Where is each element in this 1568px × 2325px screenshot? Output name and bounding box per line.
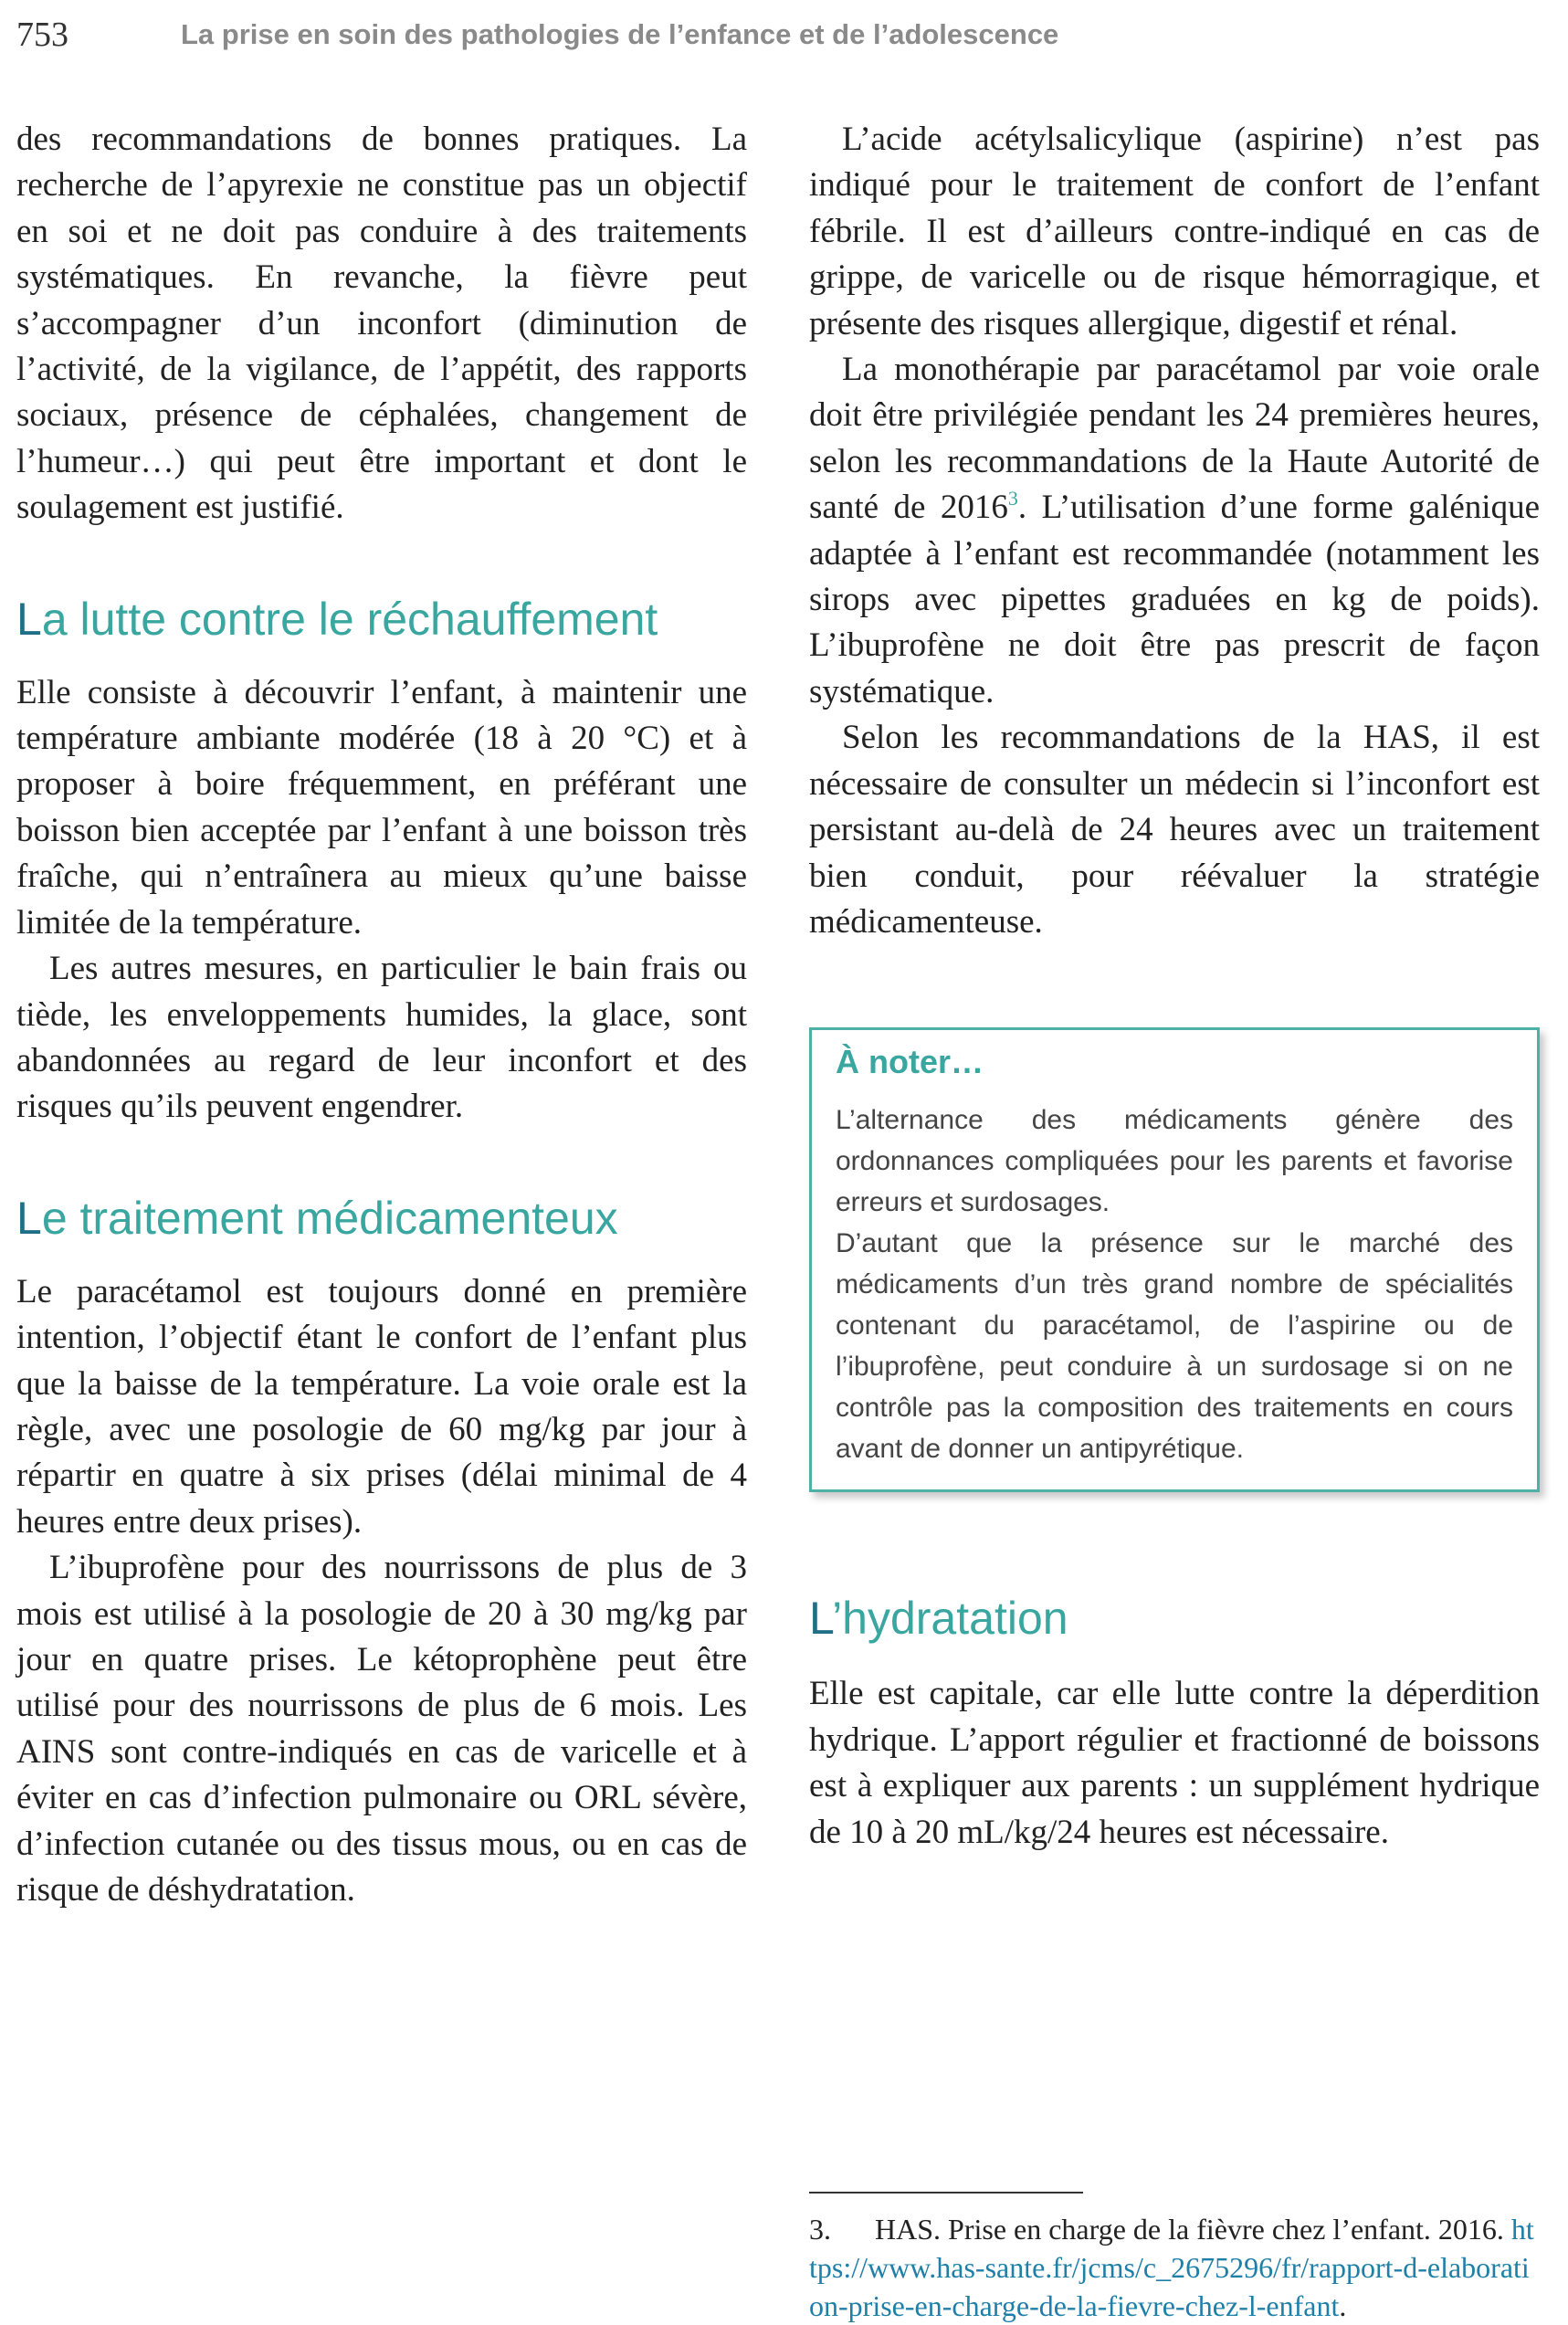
paragraph-with-reference [809, 347, 1540, 715]
running-title: La prise en soin des pathologies de l’enfance et de l’adolescence [181, 18, 1059, 50]
note-box [809, 1027, 1540, 1492]
footnote-citation: HAS. Prise en charge de la fièvre chez l’enfant. 2016. [875, 2213, 1504, 2246]
page-number: 753 [16, 16, 68, 54]
section-heading-hydratation [809, 1591, 1540, 1646]
note-paragraph: L’alternance des médicaments génère des ordonnances compliquées pour les parents et favorise erreurs et surdosages. [836, 1105, 1513, 1218]
paragraph: L’ibuprofène pour des nourrissons de plus de 3 mois est utilisé à la posologie de 20 à 30 mg/kg par jour en quatre prises. Le kétoprophène peut être utilisé pour des nourrissons de plus de 6 mois. Les AINS sont contre-indiqués en cas de varicelle et à éviter en cas d’infection pulmonaire ou ORL sévère, d’infection cutanée ou des tissus mous, ou en cas de risque de déshydratation. [16, 1549, 747, 1909]
section-heading-traitement [16, 1191, 747, 1246]
right-column [809, 117, 1540, 1856]
paragraph: L’acide acétylsalicylique (aspirine) n’est pas indiqué pour le traitement de confort de l’enfant fébrile. Il est d’ailleurs contre-indiqué en cas de grippe, de varicelle ou de risque hémorragique, et présente des risques allergique, digestif et rénal. [809, 121, 1540, 342]
paragraph: Elle consiste à découvrir l’enfant, à maintenir une température ambiante modérée (18 à 20 °C) et à proposer à boire fréquemment, en préférant une boisson bien acceptée par l’enfant à une boisson très fraîche, qui n’entraînera au mieux qu’une baisse limitée de la température. [16, 673, 747, 942]
paragraph-text: . L’utilisation d’une forme galénique adaptée à l’enfant est recommandée (notamment les sirops avec pipettes graduées en kg de poids). L’ibuprofène ne doit être pas prescrit de façon systématique. [809, 489, 1540, 710]
paragraph: Le paracétamol est toujours donné en première intention, l’objectif étant le confort de l’enfant plus que la baisse de la température. La voie orale est la règle, avec une posologie de 60 mg/kg par jour à répartir en quatre à six prises (délai minimal de 4 heures entre deux prises). [16, 1272, 747, 1541]
running-header [16, 13, 1551, 57]
heading-initial: L [809, 1593, 833, 1645]
footnote-number: 3. [809, 2213, 831, 2246]
footnote-reference[interactable]: 3 [1007, 487, 1018, 510]
intro-paragraph: des recommandations de bonnes pratiques. La recherche de l’apyrexie ne constitue pas un objectif en soi et ne doit pas conduire à des traitements systématiques. En revanche, la fièvre peut s’accompagner d’un inconfort (diminution de l’activité, de la vigilance, de l’appétit, des rapports sociaux, présence de céphalées, changement de l’humeur…) qui peut être important et dont le soulagement est justifié. [16, 121, 747, 527]
footnote-divider [809, 2192, 1083, 2193]
left-column [16, 117, 747, 1913]
note-paragraph: D’autant que la présence sur le marché des médicaments d’un très grand nombre de spécialités contenant du paracétamol, de l’aspirine ou de l’ibuprofène, peut conduire à un surdosage si on ne contrôle pas la composition des traitements en cours avant de donner un antipyrétique. [836, 1228, 1513, 1465]
paragraph: Elle est capitale, car elle lutte contre la déperdition hydrique. L’apport régulier et fractionné de boissons est à expliquer aux parents : un supplément hydrique de 10 à 20 mL/kg/24 heures est nécessaire. [809, 1675, 1540, 1851]
footnote-link[interactable]: https://www.has-sante.fr/jcms/c_2675296/fr/rapport-d-elaboration-prise-en-charge-de-la-fievre-chez-l-enfant [809, 2213, 1534, 2322]
heading-initial: L [16, 1192, 42, 1244]
heading-text: e traitement médicamenteux [41, 1192, 618, 1244]
note-title: À noter… [836, 1043, 984, 1081]
heading-initial: L [16, 593, 42, 645]
heading-text: a lutte contre le réchauffement [41, 593, 658, 645]
paragraph: Les autres mesures, en particulier le bain frais ou tiède, les enveloppements humides, la glace, sont abandonnées au regard de leur inconfort et des risques qu’ils peuvent engendrer. [16, 950, 747, 1126]
section-heading-rechauffement [16, 592, 747, 647]
paragraph: Selon les recommandations de la HAS, il est nécessaire de consulter un médecin si l’inconfort est persistant au-delà de 24 heures avec un traitement bien conduit, pour réévaluer la stratégie médicamenteuse. [809, 719, 1540, 941]
footnote-text [809, 2210, 1540, 2325]
footnote-period: . [1339, 2289, 1347, 2322]
heading-text: ’hydratation [832, 1593, 1068, 1645]
footnote [809, 2192, 1540, 2325]
paragraph-text: La monothérapie par paracétamol par voie orale doit être privilégiée pendant les 24 premières heures, selon les recommandations de la Haute Autorité de santé de 2016 [809, 351, 1540, 527]
